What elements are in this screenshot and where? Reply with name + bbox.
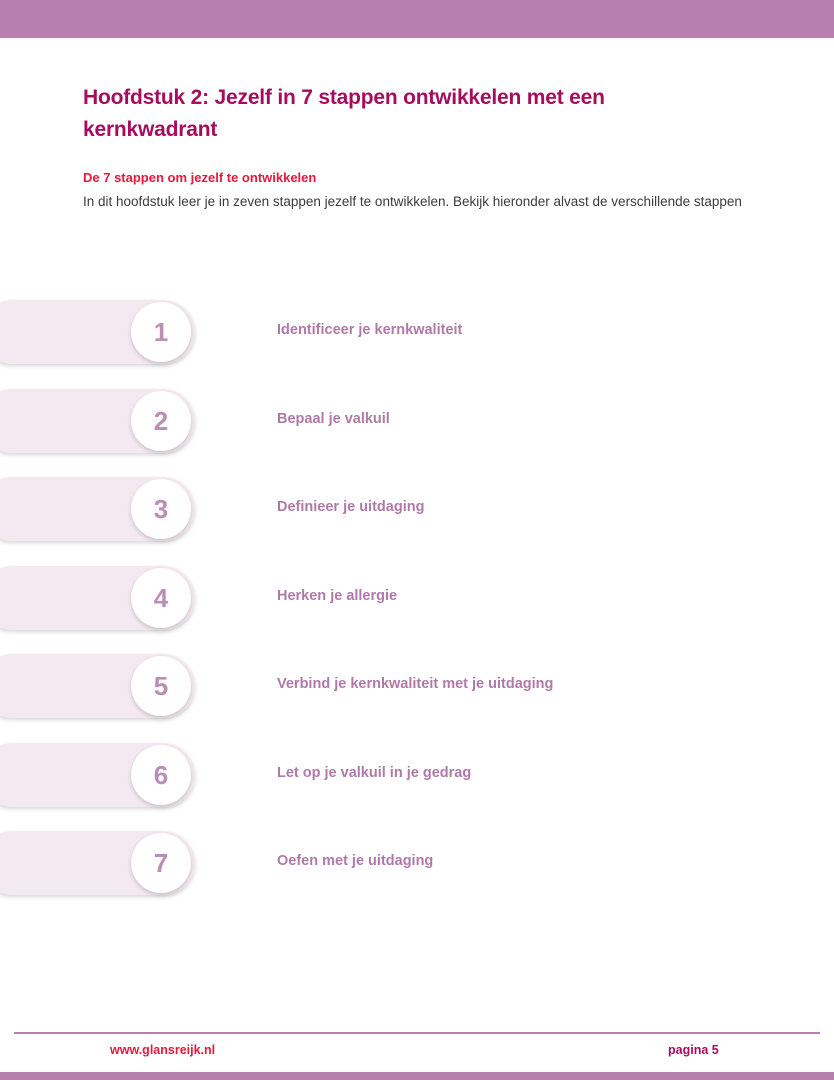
step-label: Let op je valkuil in je gedrag — [277, 764, 472, 781]
step-number-badge — [131, 656, 191, 716]
step-number: 3 — [153, 494, 169, 524]
list-item — [0, 389, 834, 478]
intro-paragraph: In dit hoofdstuk leer je in zeven stappen jezelf te ontwikkelen. Bekijk hieronder alvast de verschillende stappen — [83, 194, 742, 209]
step-number: 7 — [153, 848, 169, 878]
list-item — [0, 743, 834, 832]
step-number-badge — [131, 745, 191, 805]
list-item — [0, 566, 834, 655]
step-number: 6 — [153, 759, 169, 790]
step-number: 4 — [153, 582, 169, 613]
list-item — [0, 831, 834, 920]
step-label: Identificeer je kernkwaliteit — [277, 322, 463, 338]
step-label: Definieer je uitdaging — [277, 499, 425, 515]
list-item — [0, 477, 834, 566]
step-number: 1 — [153, 317, 169, 347]
list-item — [0, 300, 834, 389]
footer-website-link[interactable]: www.glansreijk.nl — [110, 1043, 216, 1057]
document-content — [0, 38, 834, 212]
section-subtitle: De 7 stappen om jezelf te ontwikkelen — [83, 170, 317, 185]
step-number-badge — [131, 568, 191, 628]
footer-divider — [14, 1032, 820, 1034]
step-label: Bepaal je valkuil — [277, 410, 390, 427]
step-number-badge — [131, 391, 191, 451]
step-label: Herken je allergie — [277, 587, 398, 604]
step-label: Oefen met je uitdaging — [277, 853, 434, 869]
step-number-badge — [131, 833, 191, 893]
steps-list — [0, 300, 834, 920]
step-label: Verbind je kernkwaliteit met je uitdaging — [277, 676, 554, 692]
page-title: Hoofdstuk 2: Jezelf in 7 stappen ontwikkelen met een kernkwadrant — [83, 86, 605, 141]
step-number: 2 — [153, 405, 169, 436]
footer-page-number: pagina 5 — [668, 1043, 719, 1057]
step-number-badge — [131, 302, 191, 362]
top-decorative-band — [0, 0, 834, 38]
list-item — [0, 654, 834, 743]
bottom-decorative-band — [0, 1072, 834, 1080]
step-number-badge — [131, 479, 191, 539]
step-number: 5 — [153, 671, 169, 701]
